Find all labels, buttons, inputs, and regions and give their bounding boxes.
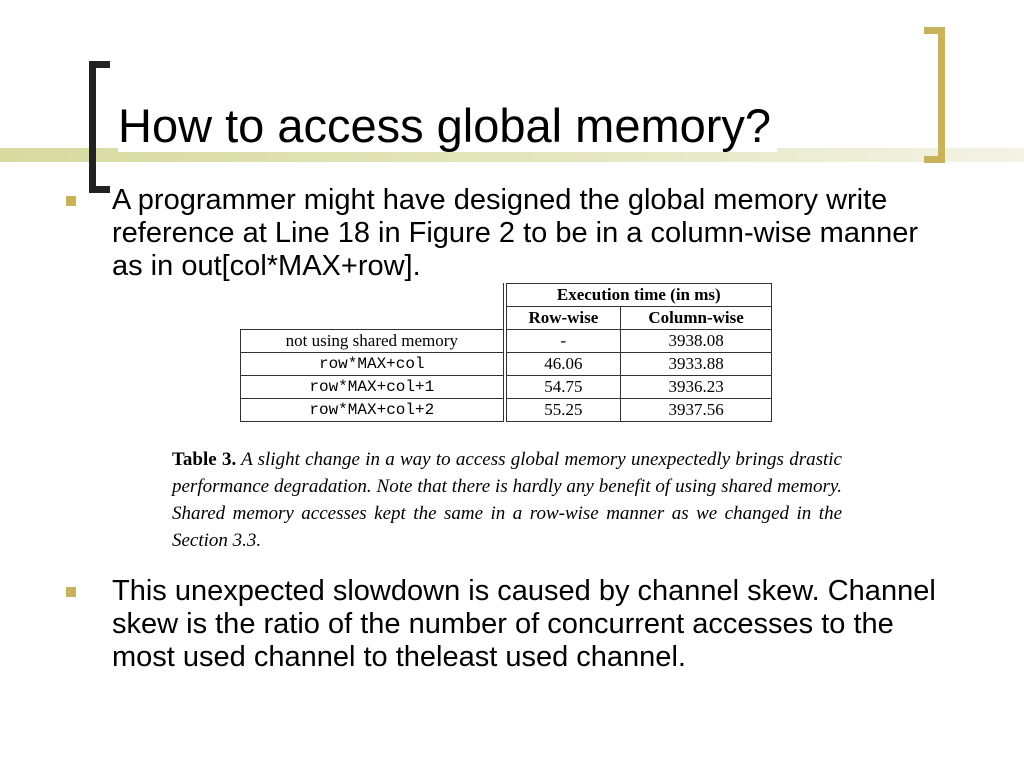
bullet-item xyxy=(60,184,960,283)
table-row xyxy=(241,353,772,376)
table-row xyxy=(241,399,772,422)
table-row-label: not using shared memory xyxy=(241,330,505,353)
table-cell: 3936.23 xyxy=(621,376,772,399)
table-cell: 3938.08 xyxy=(621,330,772,353)
table-row xyxy=(241,376,772,399)
table-cell: 46.06 xyxy=(505,353,621,376)
right-bracket-decoration xyxy=(924,27,945,163)
table-corner-cell xyxy=(241,284,505,307)
table-corner-cell xyxy=(241,307,505,330)
table-group-header: Execution time (in ms) xyxy=(505,284,772,307)
table-cell: 3937.56 xyxy=(621,399,772,422)
table-row xyxy=(241,330,772,353)
bullet-square-icon xyxy=(66,196,76,206)
table-cell: 55.25 xyxy=(505,399,621,422)
slide-title: How to access global memory? xyxy=(118,100,777,152)
table-cell: 3933.88 xyxy=(621,353,772,376)
caption-lead: Table 3. xyxy=(172,449,237,470)
execution-time-table xyxy=(240,283,772,422)
left-bracket-decoration xyxy=(89,61,110,193)
bullet-item xyxy=(60,575,960,674)
table-caption xyxy=(172,446,842,554)
table-cell: - xyxy=(505,330,621,353)
table-col-header: Column-wise xyxy=(621,307,772,330)
bullet-square-icon xyxy=(66,587,76,597)
table-cell: 54.75 xyxy=(505,376,621,399)
table-col-header: Row-wise xyxy=(505,307,621,330)
bullet-text: This unexpected slowdown is caused by channel skew. Channel skew is the ratio of the number of concurrent accesses to the most used channel to theleast used channel. xyxy=(112,575,936,673)
table-row-label: row*MAX+col+1 xyxy=(241,376,505,399)
caption-text: A slight change in a way to access global memory unexpectedly brings drastic performance degradation. Note that there is hardly any benefit of using shared memory. Shared memory accesses kept the same in a row-wise manner as we changed in the Section 3.3. xyxy=(172,449,842,551)
table-row-label: row*MAX+col+2 xyxy=(241,399,505,422)
bullet-text: A programmer might have designed the global memory write reference at Line 18 in Figure 2 to be in a column-wise manner as in out[col*MAX+row]. xyxy=(112,184,918,282)
table-row-label: row*MAX+col xyxy=(241,353,505,376)
